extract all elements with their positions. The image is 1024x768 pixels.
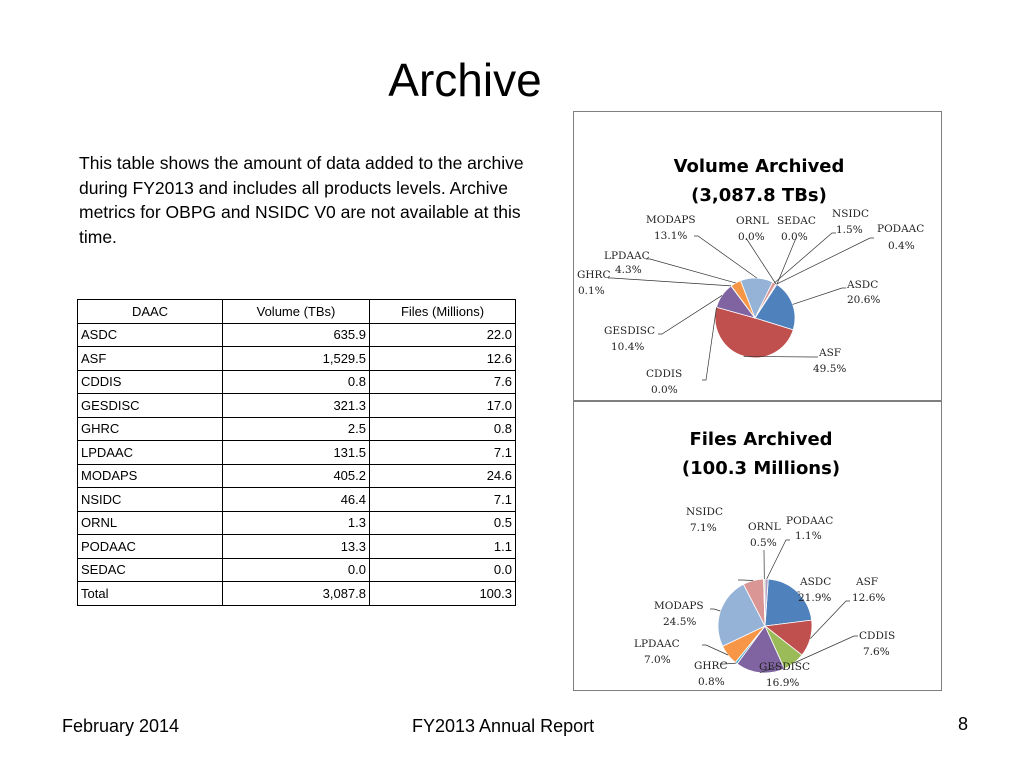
archive-table: [77, 299, 516, 606]
files-chart-title: Files Archived: [689, 429, 833, 450]
cell-volume: 0.8: [223, 370, 370, 394]
page-number: 8: [958, 714, 969, 734]
files-value-modaps: 24.5%: [663, 616, 697, 628]
cell-files: 0.5: [370, 511, 516, 535]
volume-value-podaac: 0.4%: [888, 240, 915, 252]
volume-archived-chart: [573, 111, 942, 401]
files-value-nsidc: 7.1%: [690, 522, 717, 534]
volume-leader-cddis: [702, 307, 717, 380]
volume-label-sedac: SEDAC: [777, 215, 816, 227]
cell-files: 1.1: [370, 535, 516, 559]
table-row: [78, 511, 516, 535]
description-text: This table shows the amount of data added to the archive during FY2013 and includes all products levels. Archive metrics for OBPG and NSIDC V0 are not available at this time.: [79, 153, 524, 247]
volume-label-podaac: PODAAC: [877, 223, 925, 235]
cell-daac: ASDC: [78, 323, 223, 347]
files-value-gesdisc: 16.9%: [766, 677, 800, 689]
cell-daac: Total: [78, 582, 223, 606]
volume-value-sedac: 0.0%: [781, 231, 808, 243]
volume-chart-subtitle: (3,087.8 TBs): [691, 185, 827, 206]
footer-report-title: FY2013 Annual Report: [412, 716, 595, 736]
volume-label-asdc: ASDC: [847, 279, 879, 291]
files-label-asdc: ASDC: [800, 576, 832, 588]
cell-daac: NSIDC: [78, 488, 223, 512]
files-value-cddis: 7.6%: [863, 646, 890, 658]
files-leader-nsidc: [738, 580, 753, 581]
volume-chart-title: Volume Archived: [673, 156, 845, 177]
cell-volume: 1.3: [223, 511, 370, 535]
cell-volume: 321.3: [223, 394, 370, 418]
volume-leader-ornl: [746, 238, 776, 284]
files-value-asdc: 21.9%: [798, 592, 832, 604]
cell-daac: ORNL: [78, 511, 223, 535]
files-archived-chart: [573, 401, 942, 691]
volume-leader-lpdaac: [646, 259, 736, 283]
cell-daac: PODAAC: [78, 535, 223, 559]
cell-files: 7.1: [370, 441, 516, 465]
files-chart-subtitle: (100.3 Millions): [681, 458, 841, 479]
header-files: Files (Millions): [370, 300, 516, 324]
table-row: [78, 394, 516, 418]
volume-value-ghrc: 0.1%: [578, 285, 605, 297]
volume-label-cddis: CDDIS: [646, 368, 683, 380]
volume-leader-ghrc: [608, 278, 731, 286]
volume-value-cddis: 0.0%: [651, 384, 678, 396]
cell-daac: MODAPS: [78, 464, 223, 488]
cell-files: 12.6: [370, 347, 516, 371]
table-header-row: [78, 300, 516, 324]
volume-value-lpdaac: 4.3%: [615, 264, 642, 276]
cell-daac: GESDISC: [78, 394, 223, 418]
files-label-podaac: PODAAC: [786, 515, 834, 527]
cell-volume: 131.5: [223, 441, 370, 465]
cell-files: 7.6: [370, 370, 516, 394]
files-value-podaac: 1.1%: [795, 530, 822, 542]
cell-daac: GHRC: [78, 417, 223, 441]
table-row: [78, 370, 516, 394]
cell-daac: LPDAAC: [78, 441, 223, 465]
volume-value-modaps: 13.1%: [654, 230, 688, 242]
cell-volume: 3,087.8: [223, 582, 370, 606]
header-daac: DAAC: [78, 300, 223, 324]
files-value-ornl: 0.5%: [750, 537, 777, 549]
files-label-nsidc: NSIDC: [686, 506, 723, 518]
volume-leader-gesdisc: [658, 295, 722, 334]
cell-daac: CDDIS: [78, 370, 223, 394]
table-row: [78, 441, 516, 465]
volume-value-asdc: 20.6%: [847, 294, 881, 306]
volume-label-lpdaac: LPDAAC: [604, 250, 650, 262]
cell-volume: 13.3: [223, 535, 370, 559]
slide-title: Archive: [388, 54, 542, 106]
cell-volume: 635.9: [223, 323, 370, 347]
files-value-ghrc: 0.8%: [698, 676, 725, 688]
volume-label-ornl: ORNL: [736, 215, 769, 227]
files-label-ghrc: GHRC: [694, 660, 728, 672]
cell-files: 0.8: [370, 417, 516, 441]
files-label-gesdisc: GESDISC: [759, 661, 811, 673]
volume-value-gesdisc: 10.4%: [611, 341, 645, 353]
cell-volume: 405.2: [223, 464, 370, 488]
cell-files: 24.6: [370, 464, 516, 488]
footer-date: February 2014: [62, 716, 180, 736]
volume-label-modaps: MODAPS: [646, 214, 696, 226]
files-label-modaps: MODAPS: [654, 600, 704, 612]
files-label-lpdaac: LPDAAC: [634, 638, 680, 650]
table-row: [78, 347, 516, 371]
cell-files: 22.0: [370, 323, 516, 347]
cell-daac: SEDAC: [78, 558, 223, 582]
volume-leader-sedac: [777, 238, 796, 285]
files-label-ornl: ORNL: [748, 521, 781, 533]
files-label-asf: ASF: [856, 576, 879, 588]
table-row: [78, 323, 516, 347]
volume-value-nsidc: 1.5%: [836, 224, 863, 236]
files-leader-modaps: [710, 609, 720, 611]
cell-daac: ASF: [78, 347, 223, 371]
volume-pie-svg: [574, 112, 941, 400]
header-volume: Volume (TBs): [223, 300, 370, 324]
files-value-lpdaac: 7.0%: [644, 654, 671, 666]
volume-value-asf: 49.5%: [813, 363, 847, 375]
volume-label-nsidc: NSIDC: [832, 208, 869, 220]
files-value-asf: 12.6%: [852, 592, 886, 604]
volume-label-asf: ASF: [819, 347, 842, 359]
cell-files: 100.3: [370, 582, 516, 606]
files-label-cddis: CDDIS: [859, 630, 896, 642]
table-row: [78, 464, 516, 488]
files-pie-svg: [574, 402, 941, 690]
cell-volume: 2.5: [223, 417, 370, 441]
files-leader-asf: [810, 601, 850, 639]
cell-volume: 1,529.5: [223, 347, 370, 371]
cell-files: 17.0: [370, 394, 516, 418]
table-row: [78, 488, 516, 512]
cell-volume: 46.4: [223, 488, 370, 512]
table-total-row: [78, 582, 516, 606]
volume-label-ghrc: GHRC: [577, 269, 611, 281]
volume-value-ornl: 0.0%: [738, 231, 765, 243]
volume-leader-asdc: [793, 288, 846, 304]
cell-files: 7.1: [370, 488, 516, 512]
volume-leader-podaac: [776, 238, 874, 284]
volume-label-gesdisc: GESDISC: [604, 325, 656, 337]
cell-volume: 0.0: [223, 558, 370, 582]
table-row: [78, 558, 516, 582]
table-row: [78, 417, 516, 441]
table-row: [78, 535, 516, 559]
cell-files: 0.0: [370, 558, 516, 582]
